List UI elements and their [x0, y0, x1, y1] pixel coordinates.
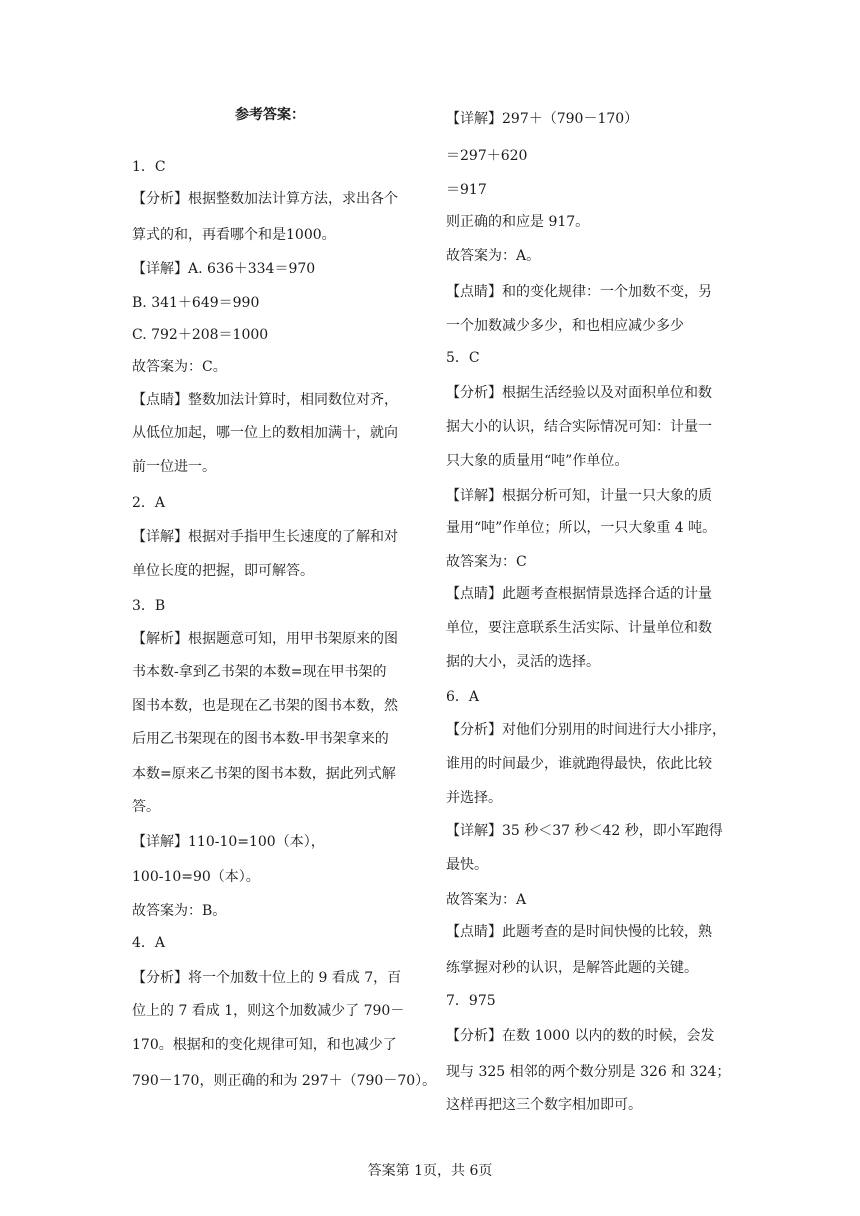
- text-line: 据的大小，灵活的选择。: [446, 654, 600, 670]
- text-line: 图书本数，也是现在乙书架的图书本数，然: [132, 698, 398, 714]
- text-line: 【详解】A. 636＋334＝970: [132, 261, 316, 277]
- text-line: 前一位进一。: [132, 459, 216, 475]
- text-line: 100-10=90（本）。: [132, 869, 260, 885]
- text-line: 6．A: [446, 689, 480, 705]
- page-footer: 答案第 1页，共 6页: [367, 1163, 493, 1179]
- text-line: 【分析】根据整数加法计算方法，求出各个: [132, 191, 398, 207]
- text-line: 2．A: [132, 495, 166, 511]
- text-line: 练掌握对秒的认识，是解答此题的关键。: [446, 960, 698, 976]
- text-line: 则正确的和应是 917。: [446, 214, 590, 230]
- text-line: 答。: [132, 799, 160, 815]
- text-line: 位上的 7 看成 1，则这个加数减少了 790－: [132, 1003, 405, 1019]
- text-line: 【分析】在数 1000 以内的数的时候，会发: [446, 1028, 715, 1044]
- text-line: 从低位加起，哪一位上的数相加满十，就向: [132, 425, 398, 441]
- text-line: ＝297＋620: [446, 148, 528, 164]
- text-line: 现与 325 相邻的两个数分别是 326 和 324；: [446, 1064, 731, 1080]
- text-line: 【详解】根据对手指甲生长速度的了解和对: [132, 529, 398, 545]
- text-line: 单位长度的把握，即可解答。: [132, 563, 314, 579]
- text-line: 故答案为：A: [446, 892, 527, 908]
- text-line: 单位，要注意联系生活实际、计量单位和数: [446, 620, 712, 636]
- text-line: 并选择。: [446, 790, 502, 806]
- text-line: 本数=原来乙书架的图书本数，据此列式解: [132, 766, 396, 782]
- text-line: 【详解】297＋（790－170）: [446, 111, 639, 127]
- text-line: 3．B: [132, 598, 166, 614]
- text-line: 故答案为：A。: [446, 248, 541, 264]
- text-line: 后用乙书架现在的图书本数-甲书架拿来的: [132, 731, 389, 747]
- text-line: 谁用的时间最少，谁就跑得最快，依此比较: [446, 756, 712, 772]
- text-line: 790－170，则正确的和为 297＋（790－70）。: [132, 1073, 437, 1089]
- text-line: 1．C: [132, 159, 166, 175]
- text-line: 书本数-拿到乙书架的本数=现在甲书架的: [132, 664, 387, 680]
- text-line: 这样再把这三个数字相加即可。: [446, 1097, 642, 1113]
- text-line: 【点睛】整数加法计算时，相同数位对齐，: [132, 392, 398, 408]
- text-line: 4．A: [132, 935, 166, 951]
- text-line: 【分析】对他们分别用的时间进行大小排序，: [446, 722, 726, 738]
- text-line: 故答案为：B。: [132, 903, 227, 919]
- text-line: 【点睛】此题考查的是时间快慢的比较，熟: [446, 924, 712, 940]
- text-line: 故答案为：C: [446, 554, 527, 570]
- text-line: 据大小的认识，结合实际情况可知：计量一: [446, 419, 712, 435]
- text-line: 算式的和，再看哪个和是1000。: [132, 227, 336, 243]
- text-line: 一个加数减少多少，和也相应减少多少: [446, 318, 684, 334]
- text-line: 【详解】根据分析可知，计量一只大象的质: [446, 488, 712, 504]
- text-line: 【分析】将一个加数十位上的 9 看成 7，百: [132, 970, 402, 986]
- text-line: 只大象的质量用“吨”作单位。: [446, 453, 629, 469]
- text-line: 【解析】根据题意可知，用甲书架原来的图: [132, 631, 398, 647]
- text-line: 5．C: [446, 350, 480, 366]
- text-line: 【分析】根据生活经验以及对面积单位和数: [446, 385, 712, 401]
- text-line: C. 792＋208＝1000: [132, 327, 269, 343]
- text-line: ＝917: [446, 182, 487, 198]
- text-line: 【详解】35 秒＜37 秒＜42 秒，即小军跑得: [446, 823, 723, 839]
- text-line: 170。根据和的变化规律可知，和也减少了: [132, 1037, 397, 1053]
- text-line: 7．975: [446, 993, 496, 1009]
- text-line: 【点睛】此题考查根据情景选择合适的计量: [446, 586, 712, 602]
- text-line: 【点睛】和的变化规律：一个加数不变，另: [446, 284, 712, 300]
- answer-title: 参考答案：: [235, 107, 305, 123]
- text-line: 量用“吨”作单位；所以，一只大象重 4 吨。: [446, 520, 717, 536]
- text-line: 【详解】110-10=100（本），: [132, 834, 325, 850]
- text-line: 最快。: [446, 857, 488, 873]
- text-line: 故答案为：C。: [132, 359, 227, 375]
- text-line: B. 341＋649＝990: [132, 295, 260, 311]
